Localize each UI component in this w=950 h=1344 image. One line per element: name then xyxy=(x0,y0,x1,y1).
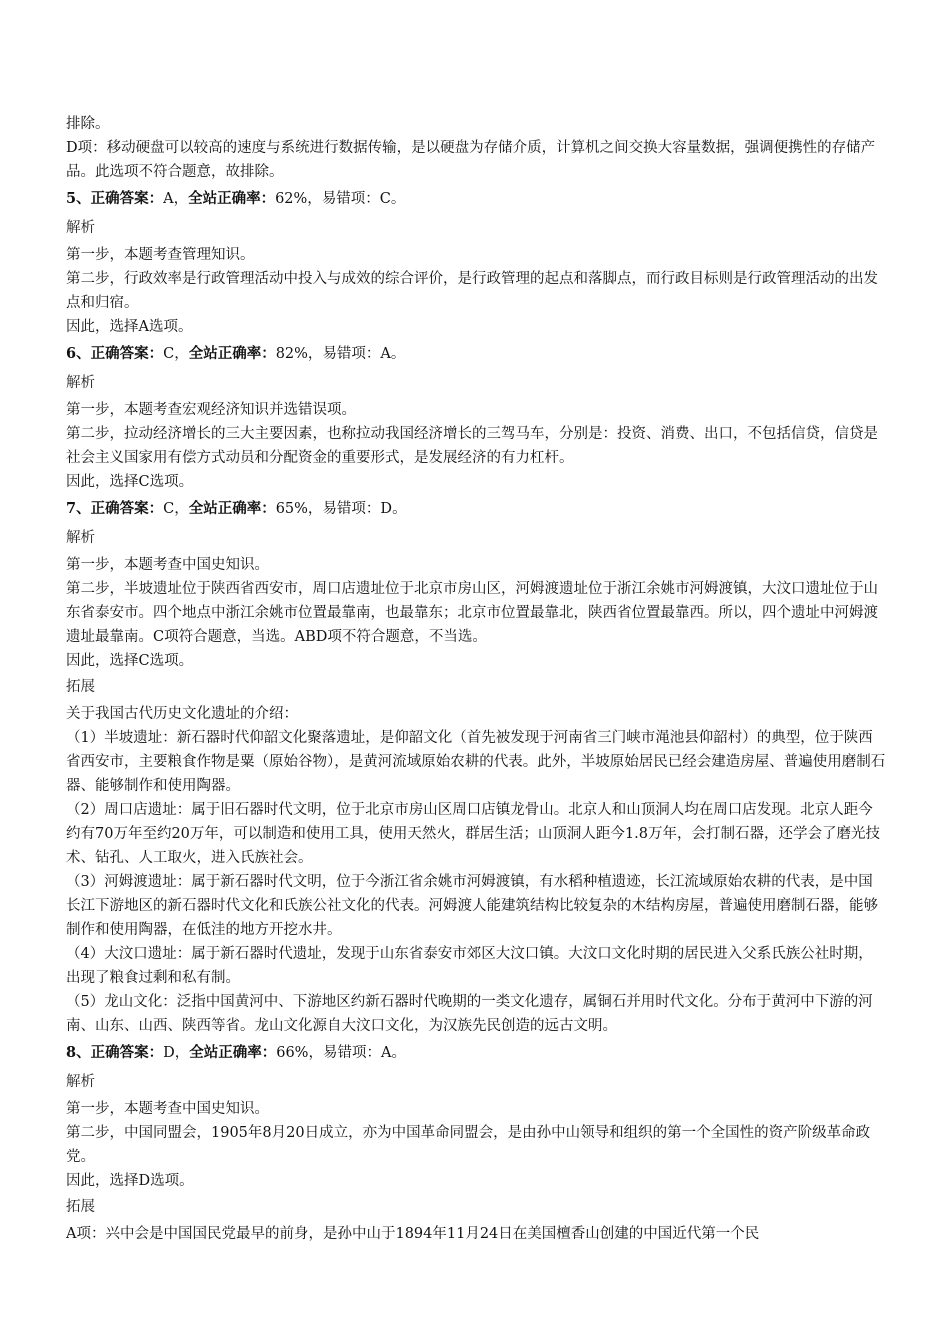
q6-rate: 82%， xyxy=(275,346,323,362)
q5-error-option: 易错项：C。 xyxy=(321,191,406,207)
q6-analysis-label: 解析 xyxy=(66,375,95,391)
q6-step2: 第二步，拉动经济增长的三大主要因素，也称拉动我国经济增长的三驾马车，分别是：投资、消费、出口，不包括信贷，信贷是社会主义国家用有偿方式动员和分配资金的重要形式，是发展经济的有力杠杆。 xyxy=(66,426,878,466)
q7-rate: 65%， xyxy=(275,501,323,517)
q5-analysis-label: 解析 xyxy=(66,220,95,236)
q8-answer-label: 正确答案： xyxy=(90,1044,164,1061)
q5-answer-label: 正确答案： xyxy=(90,190,164,207)
q5-header xyxy=(66,184,886,214)
q7-analysis-label: 解析 xyxy=(66,530,95,546)
q6-number: 6、 xyxy=(66,345,91,362)
q7-header xyxy=(66,494,886,524)
q8-rate: 66%， xyxy=(276,1045,323,1061)
q5-step1: 第一步，本题考查管理知识。 xyxy=(66,247,255,263)
q5-number: 5、 xyxy=(66,190,91,207)
q7-step2: 第二步，半坡遗址位于陕西省西安市，周口店遗址位于北京市房山区，河姆渡遗址位于浙江余姚市河姆渡镇，大汶口遗址位于山东省泰安市。四个地点中浙江余姚市位置最靠南，也最靠东；北京市位置最靠北，陕西省位置最靠西。所以，四个遗址中河姆渡遗址最靠南。C项符合题意，当选。ABD项不符合题意，不当选。 xyxy=(66,581,878,645)
q7-extension-item: （3）河姆渡遗址：属于新石器时代文明，位于今浙江省余姚市河姆渡镇，有水稻种植遗迹，长江流域原始农耕的代表，是中国长江下游地区的新石器时代文化和氏族公社文化的代表。河姆渡人能建筑结构比较复杂的木结构房屋，普遍使用磨制石器，能够制作和使用陶器，在低洼的地方开挖水井。 xyxy=(66,874,878,938)
document-body xyxy=(66,112,886,1246)
q7-extension-intro: 关于我国古代历史文化遗址的介绍： xyxy=(66,706,298,722)
q7-extension-item: （2）周口店遗址：属于旧石器时代文明，位于北京市房山区周口店镇龙骨山。北京人和山顶洞人均在周口店发现。北京人距今约有70万年至约20万年，可以制造和使用工具，使用天然火，群居生活；山顶洞人距今1.8万年，会打制石器，还学会了磨光技术、钻孔、人工取火，进入氏族社会。 xyxy=(66,802,880,866)
q8-error-option: 易错项：A。 xyxy=(322,1045,406,1061)
q7-extension-item: （1）半坡遗址：新石器时代仰韶文化聚落遗址，是仰韶文化（首先被发现于河南省三门峡市渑池县仰韶村）的典型，位于陕西省西安市，主要粮食作物是粟（原始谷物），是黄河流域原始农耕的代表。此外，半坡原始居民已经会建造房屋、普遍使用磨制石器、能够制作和使用陶器。 xyxy=(66,730,886,794)
q6-error-option: 易错项：A。 xyxy=(322,346,406,362)
q7-extension-item: （5）龙山文化：泛指中国黄河中、下游地区约新石器时代晚期的一类文化遗存，属铜石并用时代文化。分布于黄河中下游的河南、山东、山西、陕西等省。龙山文化源自大汶口文化，为汉族先民创造的远古文明。 xyxy=(66,994,873,1034)
q6-rate-label: 全站正确率： xyxy=(188,345,276,362)
q6-conclusion: 因此，选择C选项。 xyxy=(66,474,194,490)
q8-extension-label: 拓展 xyxy=(66,1199,95,1215)
q7-conclusion: 因此，选择C选项。 xyxy=(66,653,194,669)
q8-step1: 第一步，本题考查中国史知识。 xyxy=(66,1101,269,1117)
q5-rate-label: 全站正确率： xyxy=(188,190,276,207)
q7-extension-label: 拓展 xyxy=(66,679,95,695)
q6-answer: C， xyxy=(163,346,189,362)
q8-number: 8、 xyxy=(66,1044,91,1061)
q7-answer-label: 正确答案： xyxy=(90,500,164,517)
q8-analysis-label: 解析 xyxy=(66,1074,95,1090)
q5-answer: A， xyxy=(163,191,189,207)
q5-conclusion: 因此，选择A选项。 xyxy=(66,319,193,335)
q8-option-a: A项：兴中会是中国国民党最早的前身，是孙中山于1894年11月24日在美国檀香山创建的中国近代第一个民 xyxy=(66,1226,760,1242)
q8-step2: 第二步，中国同盟会，1905年8月20日成立，亦为中国革命同盟会，是由孙中山领导和组织的第一个全国性的资产阶级革命政党。 xyxy=(66,1125,871,1165)
q6-answer-label: 正确答案： xyxy=(90,345,164,362)
q7-extension-item: （4）大汶口遗址：属于新石器时代遗址，发现于山东省泰安市郊区大汶口镇。大汶口文化时期的居民进入父系氏族公社时期，出现了粮食过剩和私有制。 xyxy=(66,946,873,986)
q5-step2: 第二步，行政效率是行政管理活动中投入与成效的综合评价，是行政管理的起点和落脚点，而行政目标则是行政管理活动的出发点和归宿。 xyxy=(66,271,878,311)
q7-error-option: 易错项：D。 xyxy=(322,501,407,517)
q7-answer: C， xyxy=(163,501,189,517)
q8-conclusion: 因此，选择D选项。 xyxy=(66,1173,194,1189)
q7-rate-label: 全站正确率： xyxy=(188,500,276,517)
q7-step1: 第一步，本题考查中国史知识。 xyxy=(66,557,269,573)
q5-rate: 62%， xyxy=(275,191,322,207)
prev-tail: 排除。 xyxy=(66,116,110,132)
q7-number: 7、 xyxy=(66,500,91,517)
prev-option-d: D项：移动硬盘可以较高的速度与系统进行数据传输，是以硬盘为存储介质，计算机之间交换大容量数据，强调便携性的存储产品。此选项不符合题意，故排除。 xyxy=(66,140,876,180)
q6-step1: 第一步，本题考查宏观经济知识并选错误项。 xyxy=(66,402,356,418)
q8-header xyxy=(66,1038,886,1068)
q6-header xyxy=(66,339,886,369)
q8-answer: D， xyxy=(163,1045,190,1061)
q8-rate-label: 全站正确率： xyxy=(189,1044,277,1061)
